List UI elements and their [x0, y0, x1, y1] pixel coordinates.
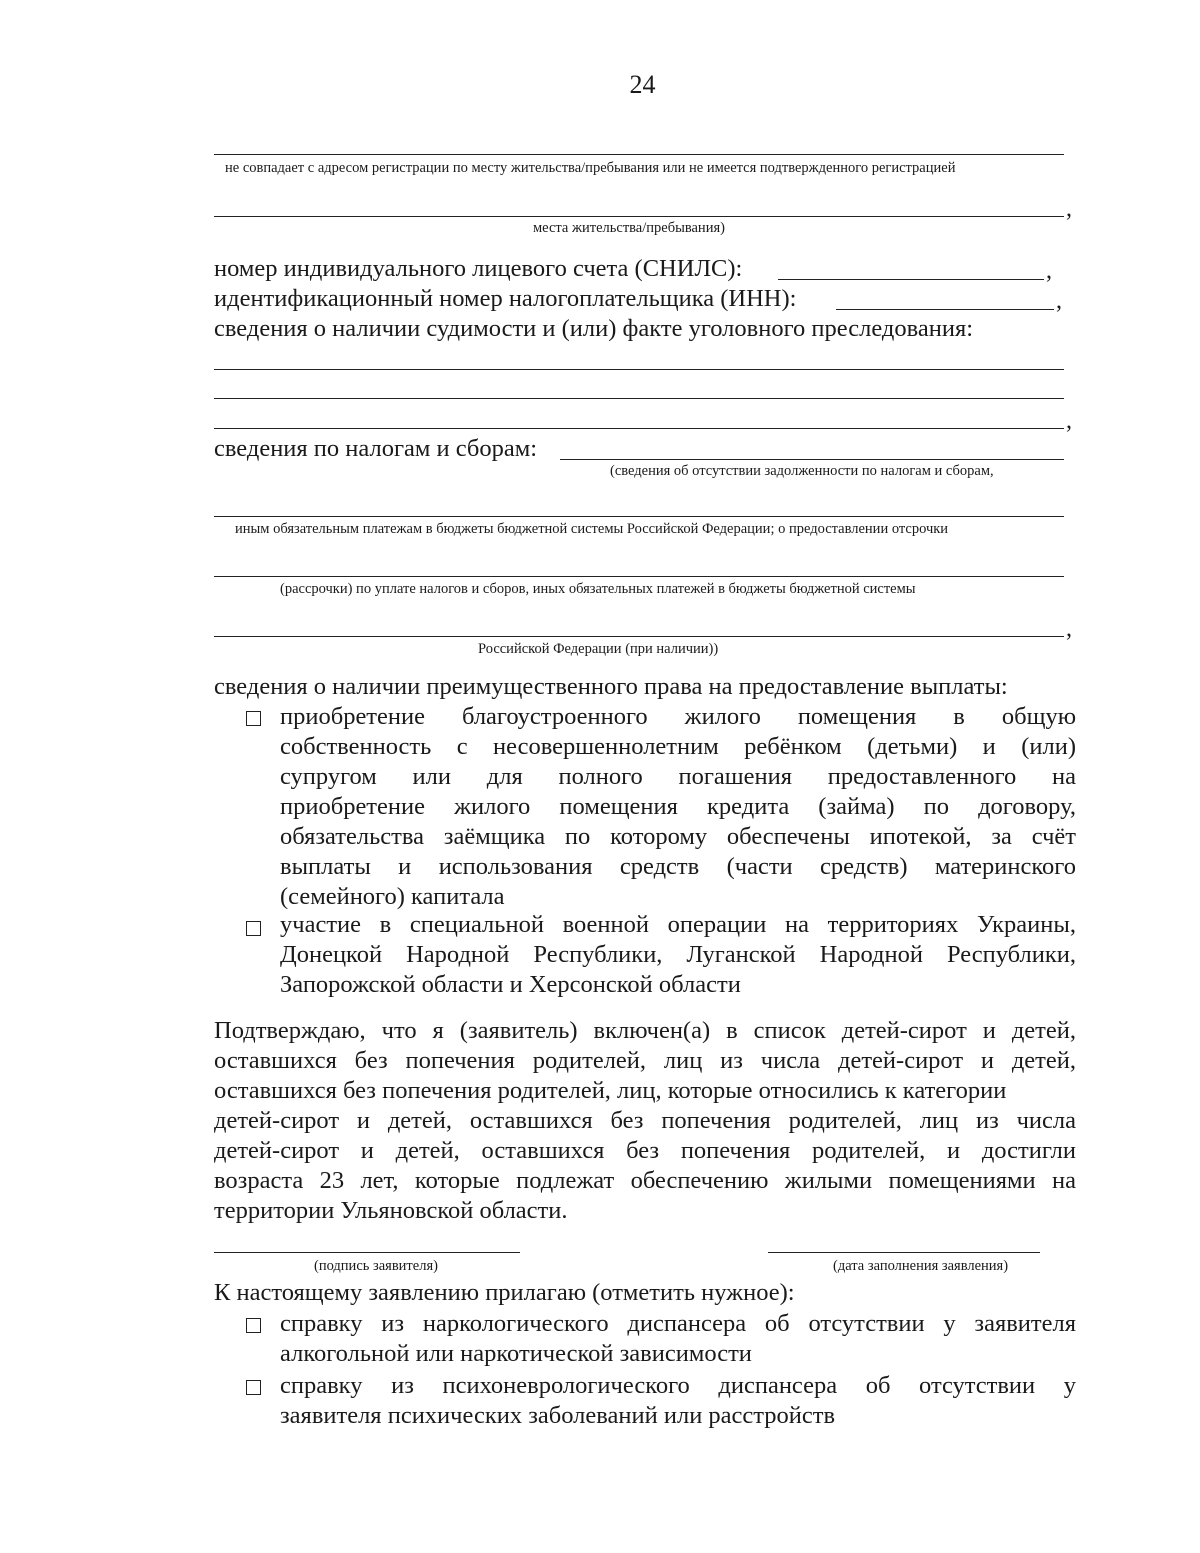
- snils-field[interactable]: [778, 279, 1044, 280]
- inn-field[interactable]: [836, 309, 1054, 310]
- address-fill-line[interactable]: [214, 216, 1064, 217]
- taxes-caption-1: (сведения об отсутствии задолженности по налогам и сборам,: [610, 463, 994, 479]
- preference-option-housing: [280, 702, 1076, 912]
- date-field[interactable]: [768, 1252, 1040, 1253]
- signature-caption: (подпись заявителя): [314, 1258, 438, 1274]
- criminal-record-line-1[interactable]: [214, 369, 1064, 370]
- option-line: Запорожской области и Херсонской области: [280, 971, 741, 998]
- checkbox-attachment-narcology[interactable]: [246, 1318, 261, 1333]
- option-line: приобретение жилого помещения кредита (займа) по договору,: [280, 793, 1076, 820]
- option-line: супругом или для полного погашения предоставленного на: [280, 763, 1076, 790]
- taxes-caption-3: (рассрочки) по уплате налогов и сборов, иных обязательных платежей в бюджеты бюджетной системы: [280, 581, 916, 597]
- checkbox-preference-housing[interactable]: [246, 711, 261, 726]
- taxes-caption-4: Российской Федерации (при наличии)): [478, 641, 719, 657]
- page-number: 24: [629, 70, 656, 99]
- option-line: Донецкой Народной Республики, Луганской Народной Республики,: [280, 941, 1076, 968]
- taxes-caption-2: иным обязательным платежам в бюджеты бюджетной системы Российской Федерации; о предоставлении отсрочки: [235, 521, 949, 537]
- option-line: справку из наркологического диспансера об отсутствии у заявителя: [280, 1310, 1076, 1337]
- option-line: справку из психоневрологического диспансера об отсутствии у: [280, 1372, 1076, 1399]
- confirmation-paragraph: [214, 1016, 1076, 1226]
- taxes-label: сведения по налогам и сборам:: [214, 435, 538, 462]
- attachments-heading: К настоящему заявлению прилагаю (отметить нужное):: [214, 1279, 795, 1306]
- paragraph-line: оставшихся без попечения родителей, лиц из числа детей-сирот и детей,: [214, 1047, 1076, 1074]
- paragraph-line: Подтверждаю, что я (заявитель) включен(а) в список детей-сирот и детей,: [214, 1017, 1076, 1044]
- comma: ,: [1066, 196, 1072, 222]
- option-line: приобретение благоустроенного жилого помещения в общую: [280, 703, 1076, 730]
- taxes-field-line-4[interactable]: [214, 636, 1064, 637]
- address-caption-bottom: места жительства/пребывания): [533, 220, 725, 236]
- snils-label: номер индивидуального лицевого счета (СНИЛС):: [214, 255, 743, 282]
- option-line: обязательства заёмщика по которому обеспечены ипотекой, за счёт: [280, 823, 1076, 850]
- date-caption: (дата заполнения заявления): [833, 1258, 1009, 1274]
- comma: ,: [1046, 258, 1052, 284]
- option-line: алкогольной или наркотической зависимости: [280, 1340, 752, 1367]
- paragraph-line: территории Ульяновской области.: [214, 1197, 568, 1224]
- option-line: заявителя психических заболеваний или расстройств: [280, 1402, 836, 1429]
- paragraph-line: детей-сирот и детей, оставшихся без попечения родителей, и достигли: [214, 1137, 1076, 1164]
- paragraph-line: детей-сирот и детей, оставшихся без попечения родителей, лиц из числа: [214, 1107, 1076, 1134]
- option-line: выплаты и использования средств (части средств) материнского: [280, 853, 1076, 880]
- taxes-field-line-2[interactable]: [214, 516, 1064, 517]
- preference-option-military: [280, 910, 1076, 1000]
- option-line: (семейного) капитала: [280, 883, 505, 910]
- checkbox-preference-military[interactable]: [246, 921, 261, 936]
- option-line: собственность с несовершеннолетним ребёнком (детьми) и (или): [280, 733, 1076, 760]
- signature-field[interactable]: [214, 1252, 520, 1253]
- taxes-field-line-3[interactable]: [214, 576, 1064, 577]
- paragraph-line: возраста 23 лет, которые подлежат обеспечению жилыми помещениями на: [214, 1167, 1076, 1194]
- criminal-record-label: сведения о наличии судимости и (или) факте уголовного преследования:: [214, 315, 974, 342]
- taxes-field-line-1[interactable]: [560, 459, 1064, 460]
- attachment-option-psychoneurology: [280, 1371, 1076, 1431]
- criminal-record-line-3[interactable]: [214, 428, 1064, 429]
- preference-heading: сведения о наличии преимущественного права на предоставление выплаты:: [214, 673, 1008, 700]
- fill-line: [214, 154, 1064, 155]
- comma: ,: [1066, 616, 1072, 642]
- address-caption-top: не совпадает с адресом регистрации по месту жительства/пребывания или не имеется подтвержденного регистрацией: [225, 160, 956, 176]
- paragraph-line: оставшихся без попечения родителей, лиц, которые относились к категории: [214, 1077, 1007, 1104]
- inn-label: идентификационный номер налогоплательщика (ИНН):: [214, 285, 797, 312]
- option-line: участие в специальной военной операции на территориях Украины,: [280, 911, 1076, 938]
- comma: ,: [1066, 408, 1072, 434]
- attachment-option-narcology: [280, 1309, 1076, 1369]
- criminal-record-line-2[interactable]: [214, 398, 1064, 399]
- comma: ,: [1056, 288, 1062, 314]
- checkbox-attachment-psychoneurology[interactable]: [246, 1380, 261, 1395]
